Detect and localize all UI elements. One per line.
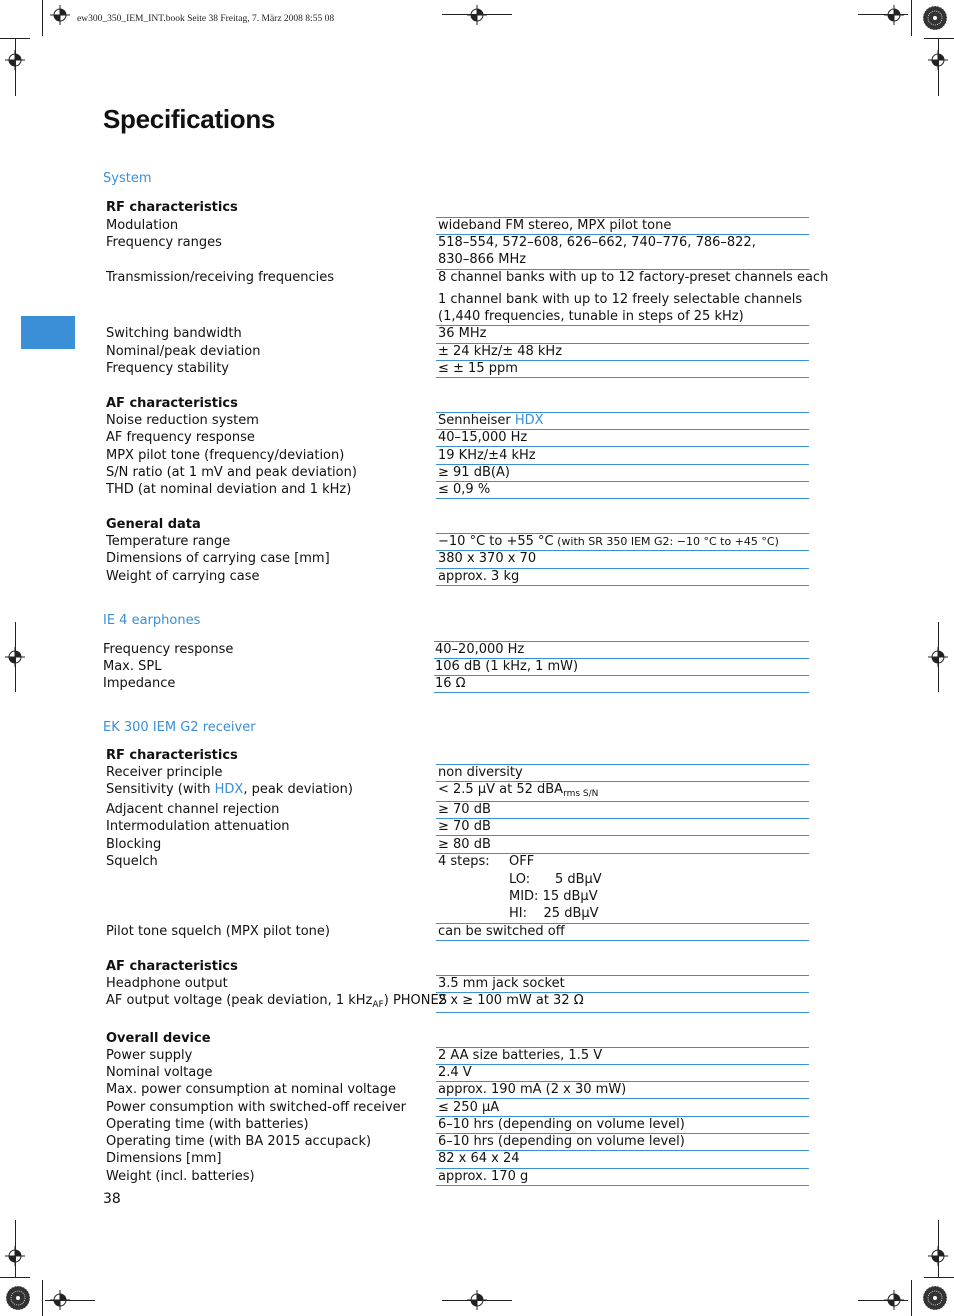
row-divider <box>436 481 809 482</box>
spec-value: ≤ ± 15 ppm <box>438 361 518 376</box>
spec-value-continued: 1 channel bank with up to 12 freely selectable channels <box>438 292 803 307</box>
registration-mark-icon <box>928 50 948 70</box>
spec-label: S/N ratio (at 1 mV and peak deviation) <box>106 465 357 480</box>
spec-label: Transmission/receiving frequencies <box>106 270 334 285</box>
group-title-rf: RF characteristics <box>106 200 238 215</box>
row-divider <box>436 498 809 499</box>
row-divider <box>436 835 809 836</box>
section-title-ek300: EK 300 IEM G2 receiver <box>103 720 256 735</box>
group-title-general: General data <box>106 517 201 532</box>
group-title-overall: Overall device <box>106 1031 211 1046</box>
hdx-highlight: HDX <box>214 782 244 797</box>
spec-label: Frequency stability <box>106 361 230 376</box>
squelch-step: OFF <box>509 854 535 869</box>
spec-label: Power supply <box>106 1048 193 1063</box>
registration-mark-icon <box>467 1290 487 1310</box>
spec-value: 2 AA size batteries, 1.5 V <box>438 1048 603 1063</box>
spec-label: Dimensions of carrying case [mm] <box>106 551 330 566</box>
row-divider <box>436 1012 809 1013</box>
row-divider <box>436 940 809 941</box>
spec-value: approx. 170 g <box>438 1169 529 1184</box>
spec-label: Operating time (with BA 2015 accupack) <box>106 1134 372 1149</box>
registration-mark-icon <box>884 1290 904 1310</box>
spec-label: Dimensions [mm] <box>106 1151 222 1166</box>
spec-value: 8 channel banks with up to 12 factory-preset channels each <box>438 270 829 285</box>
spec-label: Frequency ranges <box>106 235 222 250</box>
section-title-system: System <box>103 171 152 186</box>
spec-label: Impedance <box>103 676 176 691</box>
registration-mark-icon <box>5 647 25 667</box>
spec-label-text: , peak deviation) <box>243 782 353 797</box>
star-target-icon <box>922 5 948 31</box>
star-target-icon <box>922 1285 948 1311</box>
spec-value: ≥ 91 dB(A) <box>438 465 510 480</box>
spec-value: approx. 190 mA (2 x 30 mW) <box>438 1082 627 1097</box>
spec-label: Nominal/peak deviation <box>106 344 261 359</box>
spec-value: 82 x 64 x 24 <box>438 1151 520 1166</box>
registration-mark-icon <box>467 5 487 25</box>
registration-mark-icon <box>5 50 25 70</box>
spec-value-subscript: rms S/N <box>563 789 599 799</box>
spec-label: Weight of carrying case <box>106 569 260 584</box>
spec-label: Max. power consumption at nominal voltage <box>106 1082 396 1097</box>
spec-label-text: ) PHONES <box>383 993 447 1008</box>
spec-label: Modulation <box>106 218 179 233</box>
spec-value-note: (with SR 350 IEM G2: −10 °C to +45 °C) <box>553 535 779 548</box>
page-number: 38 <box>103 1191 121 1207</box>
spec-value: wideband FM stereo, MPX pilot tone <box>438 218 672 233</box>
spec-value <box>438 534 779 549</box>
spec-value: ≥ 70 dB <box>438 802 491 817</box>
spec-value-continued: 830–866 MHz <box>438 252 527 267</box>
squelch-step: MID: 15 dBµV <box>509 889 598 904</box>
spec-value: ≥ 70 dB <box>438 819 491 834</box>
spec-value: 6–10 hrs (depending on volume level) <box>438 1117 685 1132</box>
spec-label: Operating time (with batteries) <box>106 1117 309 1132</box>
spec-value-text: < 2.5 µV at 52 dBA <box>438 782 564 797</box>
row-divider <box>436 585 809 586</box>
spec-label: Adjacent channel rejection <box>106 802 280 817</box>
spec-value: can be switched off <box>438 924 565 939</box>
spec-label: Blocking <box>106 837 162 852</box>
spec-value: 40–20,000 Hz <box>435 642 525 657</box>
spec-value: 2 x ≥ 100 mW at 32 Ω <box>438 993 584 1008</box>
spec-label: Receiver principle <box>106 765 223 780</box>
group-title-af: AF characteristics <box>106 396 238 411</box>
spec-value: 19 KHz/±4 kHz <box>438 448 536 463</box>
row-divider <box>436 801 809 802</box>
spec-value: 106 dB (1 kHz, 1 mW) <box>435 659 579 674</box>
registration-mark-icon <box>50 1290 70 1310</box>
spec-value <box>438 413 544 428</box>
squelch-step: HI: 25 dBµV <box>509 906 599 921</box>
spec-label <box>106 782 353 797</box>
spec-label-text: AF output voltage (peak deviation, 1 kHz <box>106 993 373 1008</box>
spec-value: ≤ 250 µA <box>438 1100 500 1115</box>
spec-label: Headphone output <box>106 976 228 991</box>
row-divider <box>436 1064 809 1065</box>
row-divider <box>434 692 809 693</box>
page-title: Specifications <box>103 104 276 134</box>
row-divider <box>436 1185 809 1186</box>
row-divider <box>436 818 809 819</box>
spec-value: non diversity <box>438 765 523 780</box>
spec-value <box>438 782 598 799</box>
spec-value: ≤ 0,9 % <box>438 482 491 497</box>
spec-value: 6–10 hrs (depending on volume level) <box>438 1134 685 1149</box>
print-header: ew300_350_IEM_INT.book Seite 38 Freitag, 7. März 2008 8:55 08 <box>77 14 335 24</box>
spec-label: Pilot tone squelch (MPX pilot tone) <box>106 924 330 939</box>
spec-label: Weight (incl. batteries) <box>106 1169 255 1184</box>
squelch-step: LO: 5 dBµV <box>509 872 602 887</box>
spec-value: 3.5 mm jack socket <box>438 976 565 991</box>
spec-label: Nominal voltage <box>106 1065 213 1080</box>
spec-label-text: Sensitivity (with <box>106 782 215 797</box>
row-divider <box>434 675 809 676</box>
row-divider <box>436 853 809 854</box>
section-title-ie4: IE 4 earphones <box>103 613 201 628</box>
spec-label: MPX pilot tone (frequency/deviation) <box>106 448 345 463</box>
group-title-rf: RF characteristics <box>106 748 238 763</box>
spec-label: Intermodulation attenuation <box>106 819 290 834</box>
spec-value: 36 MHz <box>438 326 487 341</box>
chapter-tab-marker <box>21 316 75 349</box>
spec-value: ≥ 80 dB <box>438 837 491 852</box>
spec-value-text: −10 °C to +55 °C <box>438 534 554 549</box>
spec-value: ± 24 kHz/± 48 kHz <box>438 344 563 359</box>
spec-label-subscript: AF <box>372 1000 384 1010</box>
spec-value-continued: (1,440 frequencies, tunable in steps of 25 kHz) <box>438 309 744 324</box>
spec-label: Max. SPL <box>103 659 162 674</box>
spec-value: 518–554, 572–608, 626–662, 740–776, 786–822, <box>438 235 756 250</box>
spec-label: THD (at nominal deviation and 1 kHz) <box>106 482 352 497</box>
spec-value: 16 Ω <box>435 676 466 691</box>
row-divider <box>436 446 809 447</box>
spec-value: approx. 3 kg <box>438 569 520 584</box>
spec-label: Power consumption with switched-off receiver <box>106 1100 407 1115</box>
hdx-highlight: HDX <box>514 413 544 428</box>
spec-label: Frequency response <box>103 642 234 657</box>
spec-value: 4 steps: <box>438 854 490 869</box>
spec-label <box>106 993 447 1010</box>
row-divider <box>436 377 809 378</box>
registration-mark-icon <box>884 5 904 25</box>
registration-mark-icon <box>928 647 948 667</box>
spec-label: AF frequency response <box>106 430 255 445</box>
spec-label: Noise reduction system <box>106 413 259 428</box>
spec-value: 380 x 370 x 70 <box>438 551 537 566</box>
spec-value: 2.4 V <box>438 1065 472 1080</box>
spec-label: Switching bandwidth <box>106 326 242 341</box>
spec-value: 40–15,000 Hz <box>438 430 528 445</box>
row-divider <box>436 325 809 326</box>
registration-mark-icon <box>5 1246 25 1266</box>
registration-mark-icon <box>928 1246 948 1266</box>
spec-value-text: Sennheiser <box>438 413 515 428</box>
spec-label: Temperature range <box>106 534 231 549</box>
registration-mark-icon <box>50 5 70 25</box>
group-title-af: AF characteristics <box>106 959 238 974</box>
row-divider <box>436 1098 809 1099</box>
star-target-icon <box>5 1285 31 1311</box>
spec-label: Squelch <box>106 854 158 869</box>
